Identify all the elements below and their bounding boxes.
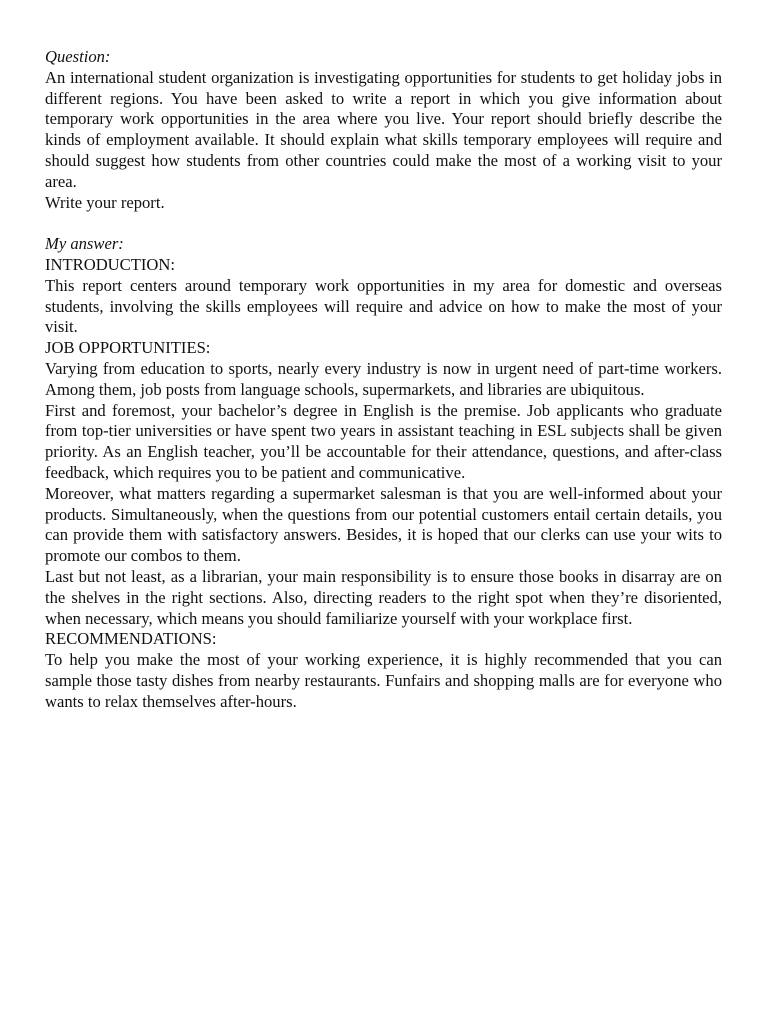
job-paragraph: Last but not least, as a librarian, your main responsibility is to ensure those books in disarray are on the shelves in the right sections. Also, directing readers to the right spot when they’re disoriented, when necessary, which means you should familiarize yourself with your workplace first.	[45, 566, 722, 628]
question-instruction: Write your report.	[45, 192, 165, 212]
job-paragraph: First and foremost, your bachelor’s degree in English is the premise. Job applicants who graduate from top-tier universities or have spent two years in assistant teaching in ESL subjects shall be given priority. As an English teacher, you’ll be accountable for their attendance, questions, and after-class feedback, which requires you to be patient and communicative.	[45, 400, 722, 482]
introduction-heading: INTRODUCTION:	[45, 254, 175, 274]
recommendations-paragraph: To help you make the most of your working experience, it is highly recommended that you can sample those tasty dishes from nearby restaurants. Funfairs and shopping malls are for everyone who wants to relax themselves after-hours.	[45, 650, 722, 711]
answer-label: My answer:	[45, 234, 124, 254]
blank-line	[45, 213, 722, 234]
question-prompt: An international student organization is investigating opportunities for students to get holiday jobs in different regions. You have been asked to write a report in which you give information about temporary work opportunities in the area where you live. Your report should briefly describe the kinds of employment available. It should explain what skills temporary employees will require and should suggest how students from other countries could make the most of a working visit to your area.	[45, 67, 722, 191]
job-paragraph: Moreover, what matters regarding a supermarket salesman is that you are well-informed about your products. Simultaneously, when the questions from our potential customers entail certain details, you can provide them with satisfactory answers. Besides, it is hoped that our clerks can use your wits to promote our combos to them.	[45, 483, 722, 566]
job-opportunities-heading: JOB OPPORTUNITIES:	[45, 338, 211, 358]
document-page	[45, 47, 722, 713]
recommendations-heading: RECOMMENDATIONS:	[45, 629, 217, 649]
introduction-paragraph: This report centers around temporary work opportunities in my area for domestic and overseas students, involving the skills employees will require and advice on how to make the most of your visit.	[45, 275, 722, 337]
question-label: Question:	[45, 47, 111, 66]
job-paragraph: Varying from education to sports, nearly every industry is now in urgent need of part-time workers. Among them, job posts from language schools, supermarkets, and libraries are ubiquitous.	[45, 358, 722, 399]
